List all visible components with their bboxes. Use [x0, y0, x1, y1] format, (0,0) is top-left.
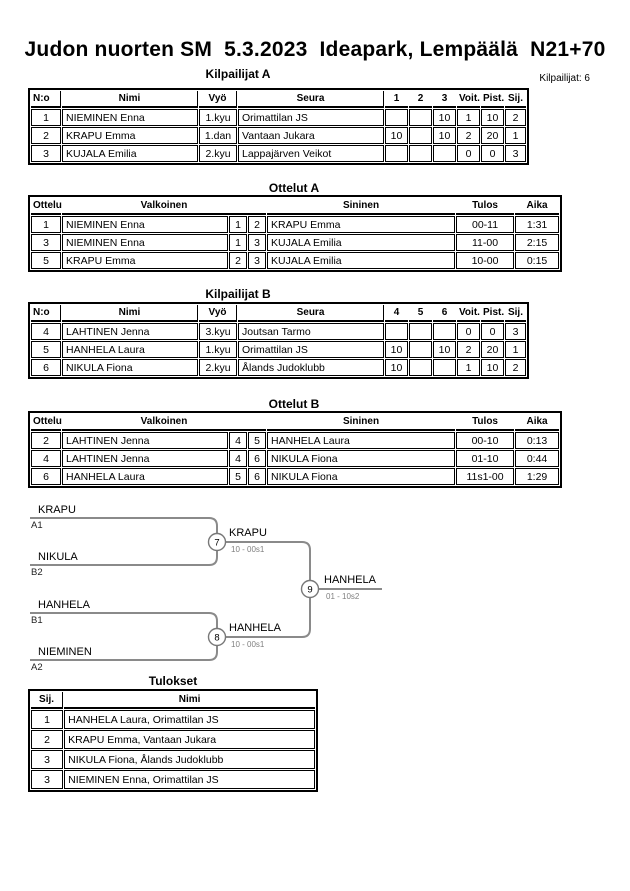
table-row [31, 450, 559, 467]
bracket-sf1-bottom-seed: B2 [31, 567, 43, 578]
cell-blue-no: 6 [248, 468, 266, 485]
cell-score-5 [409, 359, 432, 376]
col-belt: Vyö [199, 305, 237, 322]
cell-no: 4 [31, 323, 61, 340]
col-no: N:o [31, 305, 61, 322]
cell-club: Vantaan Jukara [238, 127, 384, 144]
match-7-number: 7 [214, 537, 220, 549]
table-row [31, 234, 559, 251]
pool-b-header-row [31, 305, 526, 322]
cell-score-4: 10 [385, 341, 408, 358]
table-row [31, 750, 315, 769]
cell-wins: 0 [457, 323, 480, 340]
cell-score-2 [409, 145, 432, 162]
cell-blue-name: KUJALA Emilia [267, 234, 455, 251]
bracket-sf2-winner: HANHELA [229, 622, 281, 634]
col-time: Aika [515, 414, 559, 431]
cell-score-5 [409, 323, 432, 340]
col-name: Nimi [64, 692, 315, 709]
cell-match-no: 4 [31, 450, 61, 467]
bracket-sf2-top-seed: B1 [31, 615, 43, 626]
table-row [31, 730, 315, 749]
cell-white-no: 5 [229, 468, 247, 485]
cell-match-no: 3 [31, 234, 61, 251]
table-row [31, 109, 526, 126]
table-row [31, 770, 315, 789]
cell-belt: 2.kyu [199, 359, 237, 376]
cell-blue-no: 5 [248, 432, 266, 449]
bracket-sf1-bottom-name: NIKULA [38, 551, 78, 563]
matches-b-table [28, 411, 562, 488]
cell-no: 3 [31, 145, 61, 162]
cell-wins: 1 [457, 109, 480, 126]
pool-a-header-row [31, 91, 526, 108]
cell-no: 5 [31, 341, 61, 358]
col-place: Sij. [31, 692, 63, 709]
cell-time: 1:31 [515, 216, 559, 233]
cell-belt: 1.kyu [199, 341, 237, 358]
col-white: Valkoinen [62, 198, 266, 215]
cell-blue-no: 6 [248, 450, 266, 467]
cell-score-3 [433, 145, 456, 162]
cell-place: 2 [505, 359, 526, 376]
col-score-4: 4 [385, 305, 408, 322]
col-points: Pist. [481, 91, 504, 108]
pool-b-table [28, 302, 529, 379]
cell-score-6 [433, 359, 456, 376]
bracket-final-winner: HANHELA [324, 574, 376, 586]
match-9-number: 9 [307, 584, 313, 596]
cell-points: 0 [481, 323, 504, 340]
cell-score-2 [409, 109, 432, 126]
col-points: Pist. [481, 305, 504, 322]
cell-club: Ålands Judoklubb [238, 359, 384, 376]
cell-points: 20 [481, 127, 504, 144]
cell-score-1 [385, 145, 408, 162]
cell-wins: 1 [457, 359, 480, 376]
cell-white-no: 4 [229, 450, 247, 467]
results-heading: Tulokset [148, 674, 198, 688]
cell-place: 1 [31, 710, 63, 729]
cell-name: KRAPU Emma, Vantaan Jukara [64, 730, 315, 749]
matches-a-table [28, 195, 562, 272]
cell-name: HANHELA Laura [62, 341, 198, 358]
col-wins: Voit. [457, 91, 480, 108]
cell-score-2 [409, 127, 432, 144]
cell-time: 0:13 [515, 432, 559, 449]
cell-wins: 2 [457, 341, 480, 358]
cell-place: 2 [505, 109, 526, 126]
table-row [31, 216, 559, 233]
pool-a-heading: Kilpailijat A [205, 67, 271, 81]
cell-blue-name: HANHELA Laura [267, 432, 455, 449]
cell-name: KUJALA Emilia [62, 145, 198, 162]
cell-place: 1 [505, 341, 526, 358]
cell-result: 10-00 [456, 252, 514, 269]
cell-name: LAHTINEN Jenna [62, 323, 198, 340]
col-match-no: Ottelu [31, 414, 61, 431]
matches-b-header-row [31, 414, 559, 431]
cell-club: Joutsan Tarmo [238, 323, 384, 340]
bracket-sf1-score: 10 - 00s1 [231, 545, 265, 554]
cell-match-no: 6 [31, 468, 61, 485]
col-score-3: 3 [433, 91, 456, 108]
cell-place: 3 [31, 750, 63, 769]
cell-match-no: 5 [31, 252, 61, 269]
cell-white-name: LAHTINEN Jenna [62, 450, 228, 467]
cell-white-no: 1 [229, 234, 247, 251]
cell-belt: 3.kyu [199, 323, 237, 340]
cell-time: 0:15 [515, 252, 559, 269]
table-row [31, 359, 526, 376]
cell-white-name: HANHELA Laura [62, 468, 228, 485]
cell-club: Lappajärven Veikot [238, 145, 384, 162]
col-result: Tulos [456, 414, 514, 431]
cell-white-name: KRAPU Emma [62, 252, 228, 269]
cell-score-6 [433, 323, 456, 340]
cell-blue-name: KRAPU Emma [267, 216, 455, 233]
col-place: Sij. [505, 305, 526, 322]
cell-place: 3 [505, 323, 526, 340]
cell-match-no: 1 [31, 216, 61, 233]
col-name: Nimi [62, 91, 198, 108]
match-8-number: 8 [214, 632, 220, 644]
cell-score-5 [409, 341, 432, 358]
col-result: Tulos [456, 198, 514, 215]
cell-no: 6 [31, 359, 61, 376]
col-score-1: 1 [385, 91, 408, 108]
pool-a-table [28, 88, 529, 165]
cell-time: 2:15 [515, 234, 559, 251]
cell-score-3: 10 [433, 109, 456, 126]
cell-name: NIEMINEN Enna, Orimattilan JS [64, 770, 315, 789]
cell-belt: 1.kyu [199, 109, 237, 126]
cell-blue-name: NIKULA Fiona [267, 450, 455, 467]
col-no: N:o [31, 91, 61, 108]
col-club: Seura [238, 305, 384, 322]
cell-points: 10 [481, 359, 504, 376]
cell-blue-no: 3 [248, 252, 266, 269]
matches-a-header-row [31, 198, 559, 215]
cell-white-no: 2 [229, 252, 247, 269]
cell-club: Orimattilan JS [238, 109, 384, 126]
table-row [31, 127, 526, 144]
cell-score-4: 10 [385, 359, 408, 376]
cell-score-1 [385, 109, 408, 126]
cell-white-name: NIEMINEN Enna [62, 216, 228, 233]
cell-belt: 1.dan [199, 127, 237, 144]
col-match-no: Ottelu [31, 198, 61, 215]
table-row [31, 252, 559, 269]
bracket-sf2-score: 10 - 00s1 [231, 640, 265, 649]
cell-white-no: 1 [229, 216, 247, 233]
table-row [31, 710, 315, 729]
results-table [28, 689, 318, 792]
col-belt: Vyö [199, 91, 237, 108]
cell-white-name: LAHTINEN Jenna [62, 432, 228, 449]
cell-blue-no: 3 [248, 234, 266, 251]
cell-blue-name: NIKULA Fiona [267, 468, 455, 485]
matches-a-heading: Ottelut A [268, 181, 320, 195]
col-name: Nimi [62, 305, 198, 322]
col-blue: Sininen [267, 414, 455, 431]
cell-result: 11s1-00 [456, 468, 514, 485]
bracket-sf1-top-seed: A1 [31, 520, 43, 531]
col-place: Sij. [505, 91, 526, 108]
cell-wins: 2 [457, 127, 480, 144]
table-row [31, 341, 526, 358]
col-blue: Sininen [267, 198, 455, 215]
bracket-diagram [0, 495, 630, 680]
cell-result: 11-00 [456, 234, 514, 251]
table-row [31, 468, 559, 485]
cell-result: 01-10 [456, 450, 514, 467]
cell-name: NIEMINEN Enna [62, 109, 198, 126]
cell-club: Orimattilan JS [238, 341, 384, 358]
col-score-2: 2 [409, 91, 432, 108]
col-wins: Voit. [457, 305, 480, 322]
table-row [31, 432, 559, 449]
cell-score-1: 10 [385, 127, 408, 144]
bracket-final-score: 01 - 10s2 [326, 592, 360, 601]
cell-points: 0 [481, 145, 504, 162]
col-club: Seura [238, 91, 384, 108]
cell-wins: 0 [457, 145, 480, 162]
cell-white-name: NIEMINEN Enna [62, 234, 228, 251]
cell-score-6: 10 [433, 341, 456, 358]
cell-match-no: 2 [31, 432, 61, 449]
matches-b-heading: Ottelut B [268, 397, 320, 411]
cell-no: 2 [31, 127, 61, 144]
cell-name: KRAPU Emma [62, 127, 198, 144]
cell-place: 1 [505, 127, 526, 144]
cell-time: 0:44 [515, 450, 559, 467]
cell-result: 00-10 [456, 432, 514, 449]
cell-score-3: 10 [433, 127, 456, 144]
table-row [31, 323, 526, 340]
bracket-sf2-top-name: HANHELA [38, 599, 90, 611]
col-white: Valkoinen [62, 414, 266, 431]
cell-score-4 [385, 323, 408, 340]
cell-points: 10 [481, 109, 504, 126]
competitors-count: Kilpailijat: 6 [539, 73, 590, 84]
cell-name: HANHELA Laura, Orimattilan JS [64, 710, 315, 729]
cell-blue-no: 2 [248, 216, 266, 233]
bracket-sf1-winner: KRAPU [229, 527, 267, 539]
cell-time: 1:29 [515, 468, 559, 485]
cell-blue-name: KUJALA Emilia [267, 252, 455, 269]
cell-place: 3 [31, 770, 63, 789]
results-header-row [31, 692, 315, 709]
cell-place: 2 [31, 730, 63, 749]
cell-place: 3 [505, 145, 526, 162]
bracket-sf2-bottom-name: NIEMINEN [38, 646, 92, 658]
col-time: Aika [515, 198, 559, 215]
col-score-6: 6 [433, 305, 456, 322]
pool-b-heading: Kilpailijat B [205, 287, 271, 301]
table-row [31, 145, 526, 162]
cell-result: 00-11 [456, 216, 514, 233]
cell-name: NIKULA Fiona [62, 359, 198, 376]
cell-name: NIKULA Fiona, Ålands Judoklubb [64, 750, 315, 769]
bracket-sf2-bottom-seed: A2 [31, 662, 43, 673]
col-score-5: 5 [409, 305, 432, 322]
cell-white-no: 4 [229, 432, 247, 449]
cell-belt: 2.kyu [199, 145, 237, 162]
cell-no: 1 [31, 109, 61, 126]
page-title: Judon nuorten SM 5.3.2023 Ideapark, Lempäälä N21+70 [24, 38, 606, 61]
bracket-sf1-top-name: KRAPU [38, 504, 76, 516]
cell-points: 20 [481, 341, 504, 358]
